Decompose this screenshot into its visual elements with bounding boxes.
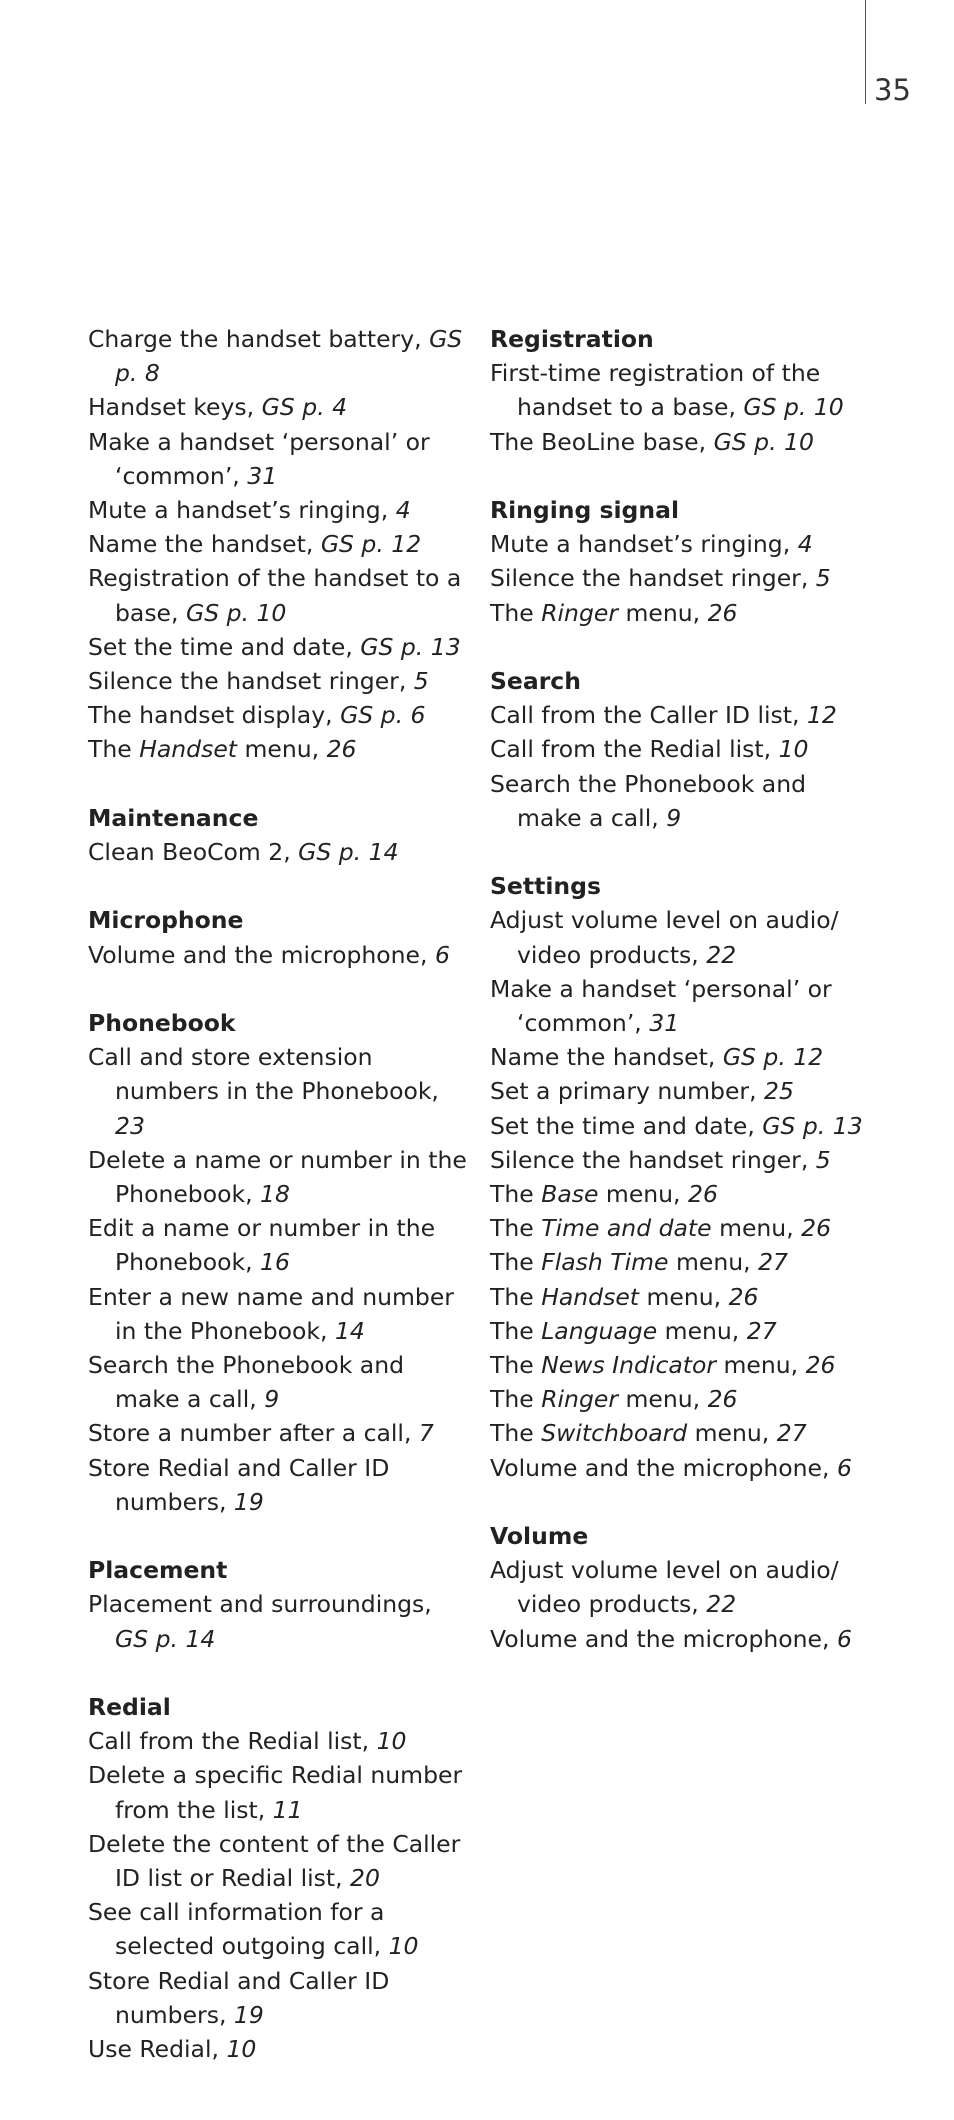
entry-text: Silence the handset ringer, [490,1145,809,1174]
index-group [88,801,468,869]
index-entry [88,1964,468,2032]
menu-term: Flash Time [541,1248,669,1277]
entry-text-suffix: menu, [664,1316,740,1345]
entry-text-suffix: menu, [723,1351,799,1380]
entry-text: Name the handset, [88,530,314,559]
index-entry [490,1245,870,1279]
page-reference: 27 [746,1316,777,1345]
entry-text-suffix: menu, [646,1282,722,1311]
entry-text: Mute a handset’s ringing, [490,530,791,559]
index-entry [88,1587,468,1655]
page-reference: 10 [778,735,809,764]
index-heading: Ringing signal [490,496,679,524]
entry-text: Silence the handset ringer, [88,667,407,696]
entry-text: Store Redial and Caller ID numbers, [88,1453,390,1516]
page-reference: GS p. 12 [722,1043,824,1072]
page-reference: 25 [764,1077,794,1106]
page-reference: 5 [413,667,429,696]
entry-text: Edit a name or number in the Phonebook, [88,1214,436,1277]
index-entry [490,1040,870,1074]
entry-text-suffix: menu, [625,598,701,627]
index-entry [490,1451,870,1485]
menu-term: Ringer [541,598,618,627]
entry-text-suffix: menu, [694,1419,770,1448]
index-entry [88,1451,468,1519]
index-group [490,493,870,630]
entry-text: Silence the handset ringer, [490,564,809,593]
page-reference: 26 [326,735,357,764]
page-reference: 4 [395,496,411,525]
menu-term: Language [541,1316,658,1345]
entry-text: The [490,1419,534,1448]
index-entry [88,1416,468,1450]
page-reference: 4 [797,530,813,559]
entry-text: First-time registration of the handset to a base, [490,359,821,422]
index-entry [490,1280,870,1314]
index-group [88,1006,468,1519]
page-reference: 31 [649,1009,680,1038]
index-entry [490,1553,870,1621]
index-entry [88,493,468,527]
page-reference: 10 [226,2035,257,2064]
entry-text: Placement and surroundings, [88,1590,432,1619]
entry-text: Handset keys, [88,393,255,422]
index-entry [490,356,870,424]
entry-text: See call information for a selected outgoing call, [88,1898,385,1961]
index-entry [490,698,870,732]
page-reference: GS p. 13 [762,1111,863,1140]
page-reference: 11 [272,1795,303,1824]
page-reference: 26 [707,598,738,627]
entry-text: Volume and the microphone, [88,940,428,969]
page-reference: 27 [758,1248,788,1277]
index-entry [88,1724,468,1758]
entry-text: Charge the handset battery, [88,325,422,353]
page-reference: 6 [836,1624,852,1653]
entry-text: Volume and the microphone, [490,1624,830,1653]
menu-term: Time and date [541,1214,712,1243]
index-entry [88,561,468,629]
page-reference: GS p. 10 [713,427,814,456]
entry-text: The [490,1180,534,1209]
entry-text: Make a handset ‘personal’ or ‘common’, [490,974,832,1038]
page-reference: GS p. 13 [360,632,461,661]
page-reference: 20 [350,1864,380,1893]
entry-text: Enter a new name and number in the Phonebook, [88,1282,454,1345]
index-entry [490,1074,870,1108]
page-reference: GS p. 6 [340,701,426,730]
index-entry [490,767,870,835]
index-entry [490,903,870,971]
entry-text: The [490,1385,534,1414]
index-heading: Maintenance [88,803,259,832]
index-group [88,322,468,767]
index-entry [88,1895,468,1963]
menu-term: Handset [541,1282,640,1311]
page-reference: 26 [728,1282,759,1311]
entry-text: Store Redial and Caller ID numbers, [88,1966,390,2029]
menu-term: Ringer [541,1385,618,1414]
entry-text: Store a number after a call, [88,1419,412,1448]
page-reference: 23 [115,1111,145,1140]
page-reference: 26 [707,1385,738,1414]
entry-text-suffix: menu, [675,1248,751,1277]
index-entry [88,664,468,698]
index-entry [490,425,870,459]
index-group [88,1553,468,1656]
entry-text-suffix: menu, [719,1214,794,1243]
entry-text: The [88,735,132,764]
page-reference: 31 [247,461,278,490]
page-reference: 22 [706,1590,737,1619]
index-entry [490,1109,870,1143]
entry-text: The [490,1248,534,1277]
index-heading: Phonebook [88,1009,236,1038]
index-heading: Microphone [88,906,244,935]
index-entry [88,527,468,561]
index-entry [88,390,468,424]
page-reference: 18 [260,1180,290,1209]
menu-term: Handset [139,735,238,764]
index-entry [88,630,468,664]
entry-text: Set the time and date, [88,632,353,661]
index-entry [88,1758,468,1826]
index-group [490,322,870,459]
entry-text: Set a primary number, [490,1077,757,1106]
page-reference: 6 [434,940,450,969]
page-reference: 26 [801,1214,832,1243]
entry-text: Name the handset, [490,1043,716,1072]
index-entry [490,1382,870,1416]
index-entry [490,732,870,766]
index-entry [88,1143,468,1211]
page-edge-rule [865,0,866,104]
page-reference: 16 [260,1248,290,1277]
entry-text: The [490,1214,534,1243]
page-reference: 9 [666,803,682,832]
index-heading: Search [490,667,581,695]
page-reference: 9 [264,1385,280,1414]
index-group [490,1519,870,1656]
entry-text: Registration of the handset to a base, [88,564,462,627]
index-group [490,664,870,835]
entry-text: Search the Phonebook and make a call, [88,1351,404,1414]
index-heading: Registration [490,325,654,353]
entry-text: Delete a specific Redial number from the list, [88,1761,463,1824]
page-reference: 22 [706,940,737,969]
page-reference: 10 [388,1932,419,1961]
index-entry [88,732,468,766]
index-entry [88,1211,468,1279]
entry-text: The [490,1282,534,1311]
page-reference: GS p. 14 [115,1624,216,1653]
entry-text: Volume and the microphone, [490,1453,830,1482]
page-reference: 10 [376,1727,407,1756]
index-entry [490,1314,870,1348]
index-entry [490,596,870,630]
page-reference: 27 [776,1419,807,1448]
page-reference: 26 [805,1351,836,1380]
entry-text: Adjust volume level on audio/ video products, [490,906,839,969]
page-reference: 14 [334,1316,365,1345]
index-heading: Volume [490,1522,589,1551]
entry-text: The [490,1316,534,1345]
entry-text: The handset display, [88,701,333,730]
index-column-right [490,322,870,1690]
entry-text-suffix: menu, [625,1385,701,1414]
index-entry [490,1211,870,1245]
index-entry [490,1416,870,1450]
entry-text: Make a handset ‘personal’ or ‘common’, [88,427,430,490]
index-entry [88,2032,468,2066]
entry-text-suffix: menu, [605,1180,681,1209]
index-column-left [88,322,468,2100]
page-reference: 19 [233,1487,264,1516]
index-entry [88,1040,468,1143]
index-entry [88,1348,468,1416]
index-entry [490,1348,870,1382]
entry-text: Search the Phonebook and make a call, [490,769,806,832]
entry-text: Call from the Redial list, [88,1727,370,1756]
menu-term: Switchboard [541,1419,688,1448]
index-entry [88,322,468,390]
index-entry [490,1143,870,1177]
page-reference: 12 [806,701,837,730]
index-group [490,869,870,1485]
index-entry [88,425,468,493]
index-entry [490,972,870,1040]
page-reference: GS p. 4 [261,393,348,422]
menu-term: Base [541,1180,599,1209]
index-entry [88,835,468,869]
page-reference: 19 [233,2000,264,2029]
entry-text: Mute a handset’s ringing, [88,496,389,525]
page-reference: GS p. 12 [320,530,422,559]
page-reference: 5 [815,564,831,593]
index-heading: Redial [88,1693,171,1722]
entry-text-suffix: menu, [244,735,320,764]
page-number: 35 [874,73,911,107]
index-entry [490,1622,870,1656]
entry-text: Call and store extension numbers in the Phonebook, [88,1043,439,1106]
page-reference: GS p. 8 [115,325,463,388]
menu-term: News Indicator [541,1351,717,1380]
index-entry [490,561,870,595]
entry-text: Delete a name or number in the Phonebook, [88,1145,467,1209]
page-reference: 5 [815,1145,831,1174]
page-reference: 26 [688,1180,718,1209]
index-entry [88,698,468,732]
index-entry [490,1177,870,1211]
page-reference: GS p. 10 [743,393,844,422]
page-reference: 6 [836,1453,852,1482]
entry-text: The [490,598,534,627]
index-heading: Settings [490,872,601,901]
entry-text: The BeoLine base, [490,427,707,456]
index-group [88,1690,468,2066]
index-entry [88,1280,468,1348]
page-reference: 7 [418,1419,434,1448]
page-reference: GS p. 14 [298,838,399,867]
entry-text: Set the time and date, [490,1111,755,1140]
entry-text: Call from the Redial list, [490,735,772,764]
entry-text: Call from the Caller ID list, [490,701,800,730]
entry-text: Clean BeoCom 2, [88,838,291,867]
index-entry [88,1827,468,1895]
entry-text: Adjust volume level on audio/ video products, [490,1556,839,1619]
index-heading: Placement [88,1556,228,1585]
page-reference: GS p. 10 [185,598,287,627]
index-group [88,903,468,971]
index-entry [490,527,870,561]
entry-text: Delete the content of the Caller ID list or Redial list, [88,1829,461,1893]
entry-text: The [490,1351,534,1380]
index-entry [88,938,468,972]
entry-text: Use Redial, [88,2035,219,2064]
